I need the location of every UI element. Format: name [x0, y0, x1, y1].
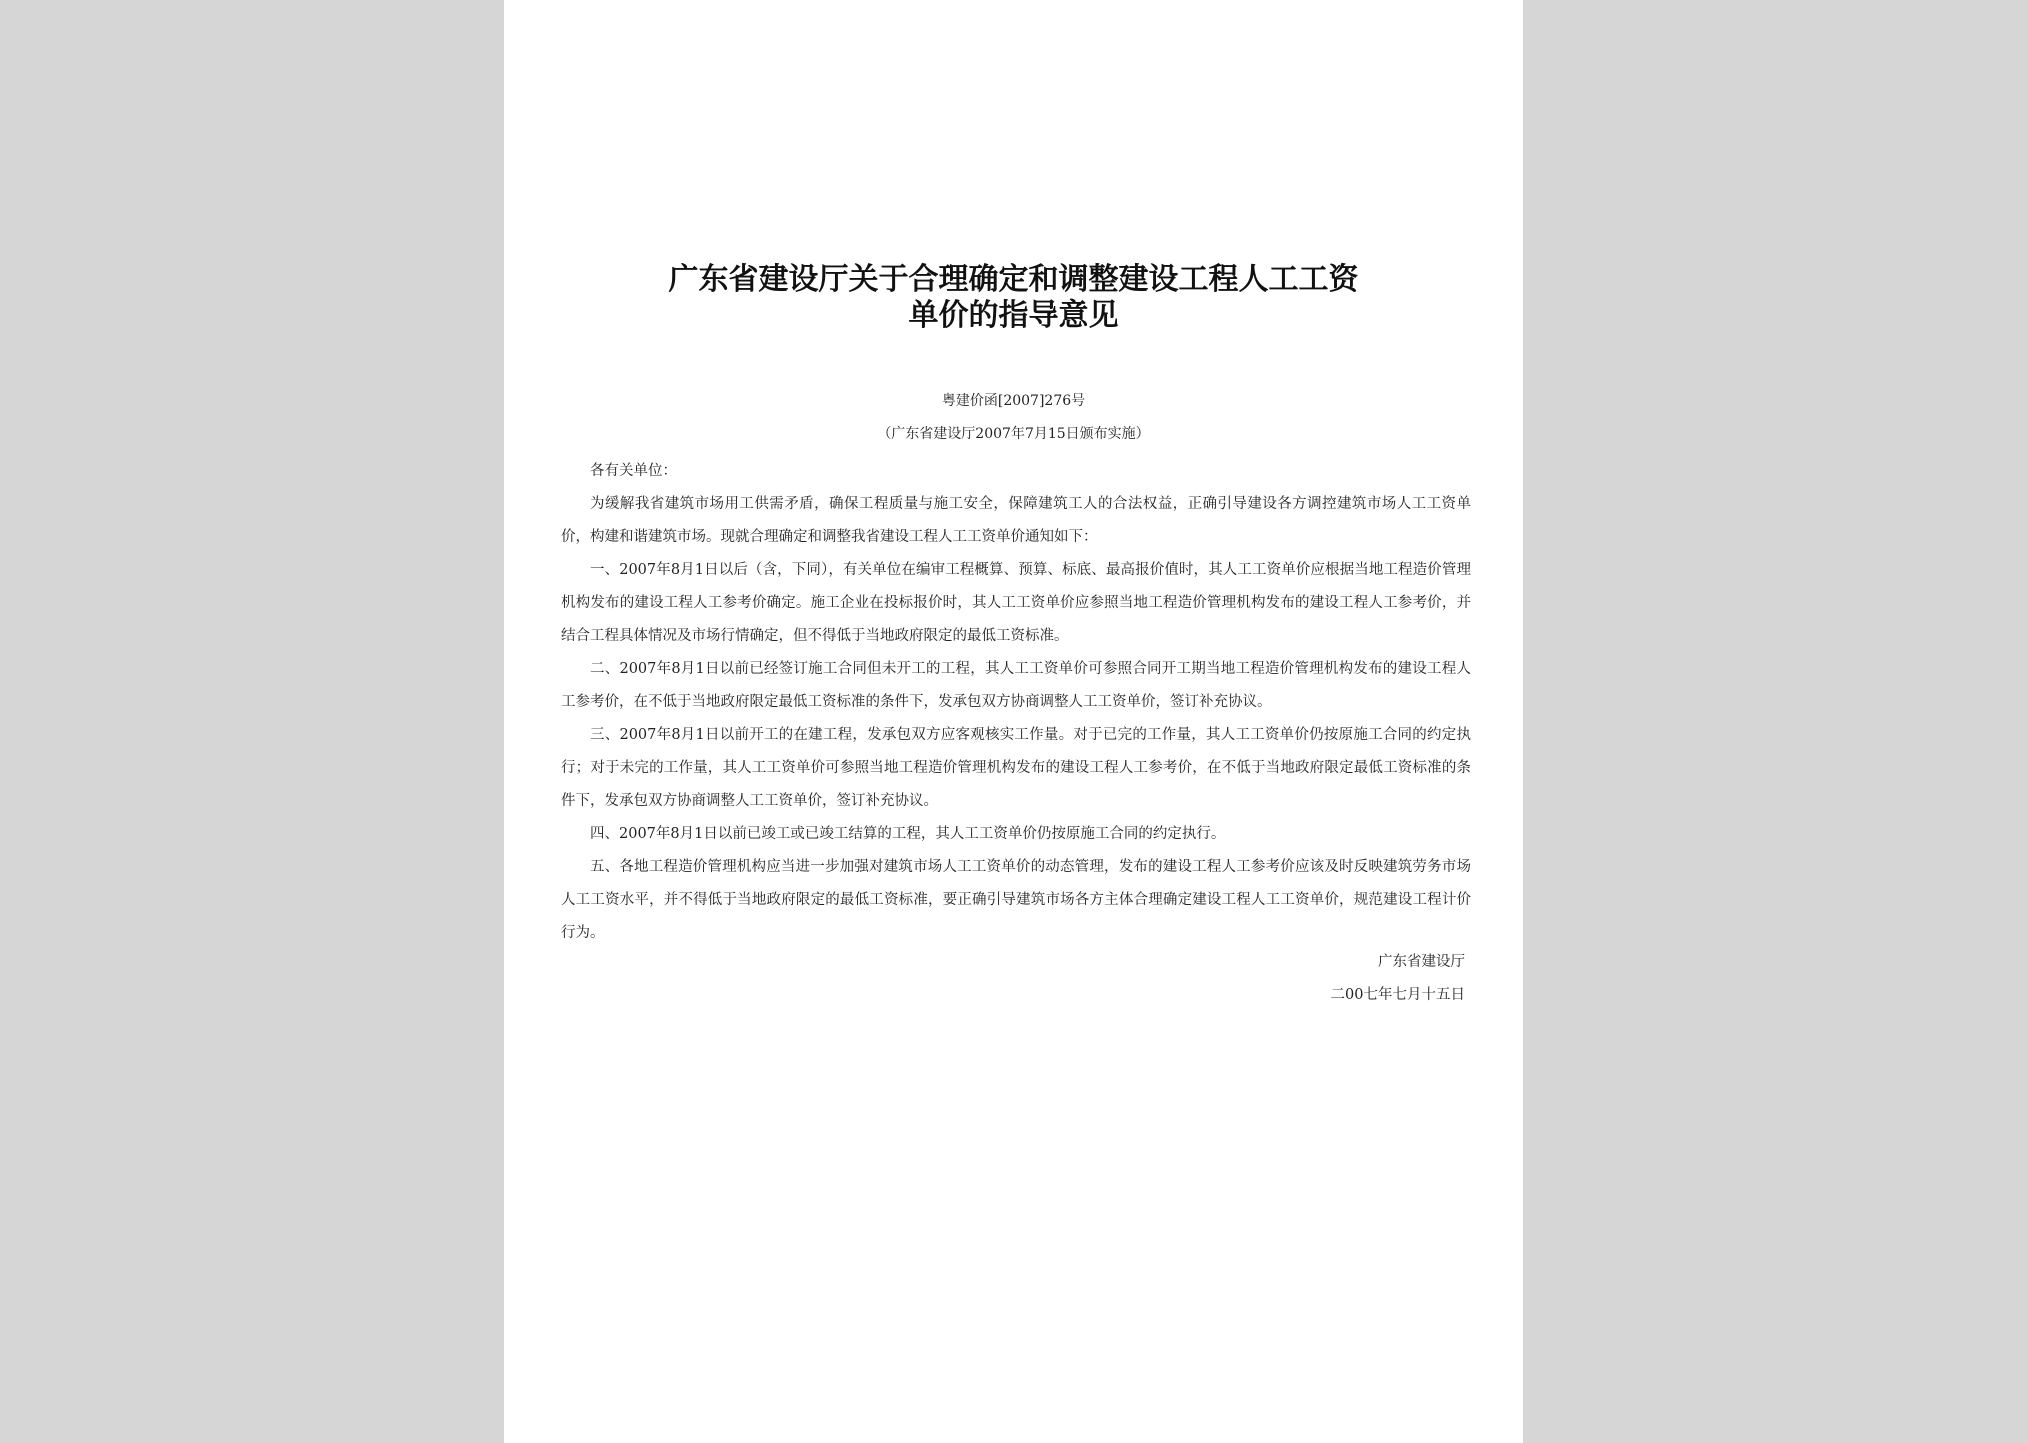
signature-date: 二00七年七月十五日 — [1330, 987, 1465, 1003]
paragraph-3: 三、2007年8月1日以前开工的在建工程，发承包双方应客观核实工作量。对于已完的工作量，其人工工资单价仍按原施工合同的约定执行；对于未完的工作量，其人工工资单价可参照当地工程造价管理机构发布的建设工程人工参考价，在不低于当地政府限定最低工资标准的条件下，发承包双方协商调整人工工资单价，签订补充协议。 — [561, 727, 1471, 809]
issued-note: （广东省建设厅2007年7月15日颁布实施） — [877, 426, 1150, 442]
title-line-1: 广东省建设厅关于合理确定和调整建设工程人工工资 — [668, 262, 1359, 297]
document-number: 粤建价函[2007]276号 — [941, 393, 1086, 409]
paragraph-5: 五、各地工程造价管理机构应当进一步加强对建筑市场人工工资单价的动态管理，发布的建设工程人工参考价应该及时反映建筑劳务市场人工工资水平，并不得低于当地政府限定的最低工资标准，要正确引导建筑市场各方主体合理确定建设工程人工工资单价，规范建设工程计价行为。 — [561, 859, 1471, 941]
title-line-2: 单价的指导意见 — [908, 298, 1119, 333]
salutation: 各有关单位： — [590, 463, 677, 479]
signature-org: 广东省建设厅 — [1378, 954, 1465, 970]
paragraph-2: 二、2007年8月1日以前已经签订施工合同但未开工的工程，其人工工资单价可参照合同开工期当地工程造价管理机构发布的建设工程人工参考价，在不低于当地政府限定最低工资标准的条件下，发承包双方协商调整人工工资单价，签订补充协议。 — [561, 661, 1471, 710]
paragraph-4: 四、2007年8月1日以前已竣工或已竣工结算的工程，其人工工资单价仍按原施工合同的约定执行。 — [590, 826, 1226, 842]
paragraph-1: 一、2007年8月1日以后（含，下同），有关单位在编审工程概算、预算、标底、最高报价值时，其人工工资单价应根据当地工程造价管理机构发布的建设工程人工参考价确定。施工企业在投标报价时，其人工工资单价应参照当地工程造价管理机构发布的建设工程人工参考价，并结合工程具体情况及市场行情确定，但不得低于当地政府限定的最低工资标准。 — [561, 562, 1471, 644]
paragraph-intro: 为缓解我省建筑市场用工供需矛盾，确保工程质量与施工安全，保障建筑工人的合法权益，正确引导建设各方调控建筑市场人工工资单价，构建和谐建筑市场。现就合理确定和调整我省建设工程人工工资单价通知如下： — [561, 496, 1471, 545]
document-page — [504, 0, 1523, 1443]
document-title — [504, 262, 1523, 334]
document-body — [561, 455, 1471, 950]
